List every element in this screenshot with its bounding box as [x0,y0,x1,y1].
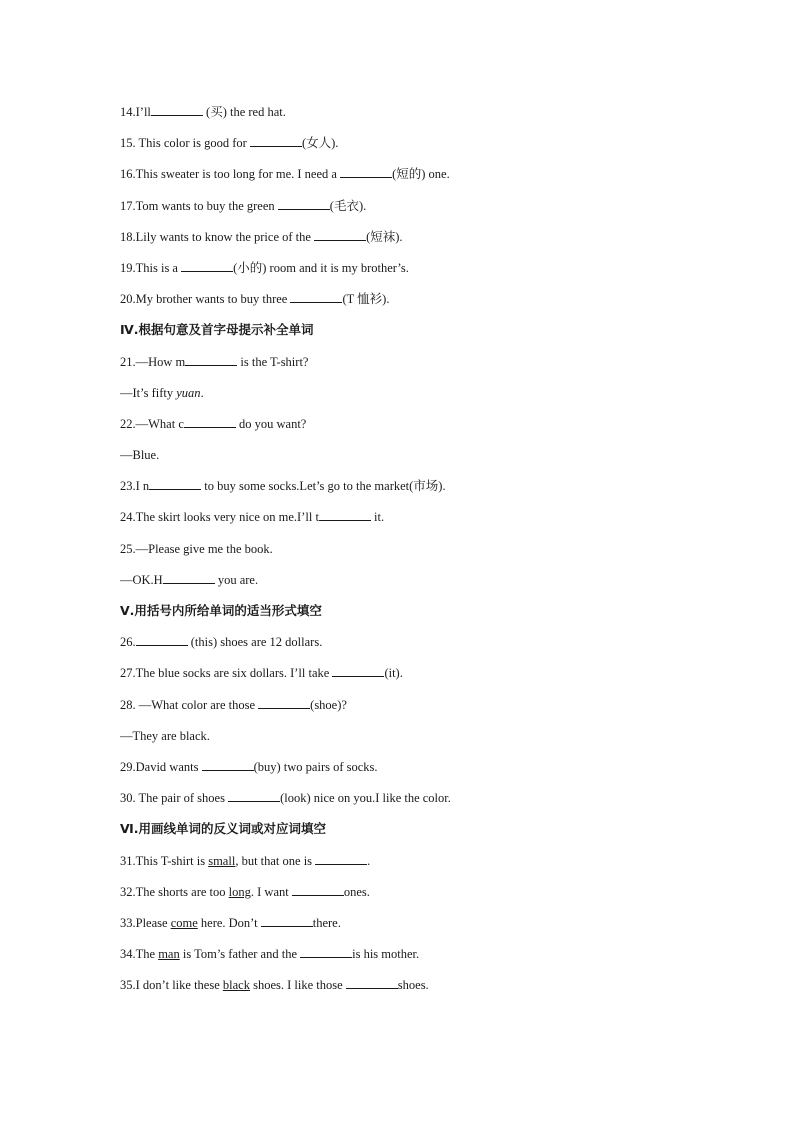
answer-blank[interactable] [315,852,367,865]
question-26: 26. (this) shoes are 12 dollars. [120,635,323,650]
answer-blank[interactable] [181,259,233,272]
answer-blank[interactable] [332,664,384,677]
question-25: 25.—Please give me the book. [120,541,273,556]
question-35: 35.I don’t like these black shoes. I like those shoes. [120,978,429,993]
underlined-word: black [222,978,250,993]
answer-line-22: —Blue. [120,448,160,463]
question-20: 20.My brother wants to buy three (T 恤衫). [120,292,390,307]
question-21: 21.—How m is the T-shirt? [120,354,309,369]
underlined-word: long [228,884,251,899]
question-27: 27.The blue socks are six dollars. I’ll take (it). [120,666,403,681]
section-heading-5: Ⅴ.用括号内所给单词的适当形式填空 [120,603,322,618]
answer-blank[interactable] [149,477,201,490]
answer-line-28: —They are black. [120,728,210,743]
question-14: 14.I’ll (买) the red hat. [120,105,286,119]
answer-blank[interactable] [261,914,313,927]
answer-line-25: —OK.H you are. [120,572,259,587]
question-22: 22.—What c do you want? [120,416,307,431]
answer-blank[interactable] [300,945,352,958]
answer-blank[interactable] [185,353,237,366]
answer-blank[interactable] [250,134,302,147]
answer-blank[interactable] [184,415,236,428]
question-32: 32.The shorts are too long. I want ones. [120,884,370,899]
question-19: 19.This is a (小的) room and it is my brother’s. [120,260,409,275]
question-17: 17.Tom wants to buy the green (毛衣). [120,198,367,213]
section-heading-6: Ⅵ.用画线单词的反义词或对应词填空 [120,821,326,837]
question-28: 28. —What color are those (shoe)? [120,697,347,712]
answer-blank[interactable] [319,508,371,521]
answer-blank[interactable] [202,758,254,771]
question-33: 33.Please come here. Don’t there. [120,915,341,930]
answer-blank[interactable] [228,789,280,802]
answer-blank[interactable] [314,228,366,241]
answer-blank[interactable] [290,290,342,303]
underlined-word: man [158,947,180,962]
underlined-word: come [170,915,198,930]
question-15: 15. This color is good for (女人). [120,136,339,151]
answer-blank[interactable] [346,976,398,989]
section-heading-4: Ⅳ.根据句意及首字母提示补全单词 [120,322,314,338]
answer-blank[interactable] [292,883,344,896]
answer-blank[interactable] [136,633,188,646]
answer-blank[interactable] [163,571,215,584]
question-24: 24.The skirt looks very nice on me.I’ll t it. [120,510,385,525]
question-23: 23.I n to buy some socks.Let’s go to the market(市场). [120,479,446,494]
question-18: 18.Lily wants to know the price of the (短袜). [120,229,403,244]
answer-blank[interactable] [258,696,310,709]
question-29: 29.David wants (buy) two pairs of socks. [120,759,378,774]
answer-blank[interactable] [340,165,392,178]
question-31: 31.This T-shirt is small, but that one is . [120,853,371,868]
underlined-word: small [208,853,236,868]
question-16: 16.This sweater is too long for me. I need a (短的) one. [120,167,450,182]
question-30: 30. The pair of shoes (look) nice on you.I like the color. [120,791,451,806]
answer-line-21: —It’s fifty yuan. [120,385,204,400]
worksheet-page [120,102,720,1006]
answer-blank[interactable] [278,197,330,210]
question-34: 34.The man is Tom’s father and the is his mother. [120,947,420,962]
answer-blank[interactable] [151,103,203,116]
